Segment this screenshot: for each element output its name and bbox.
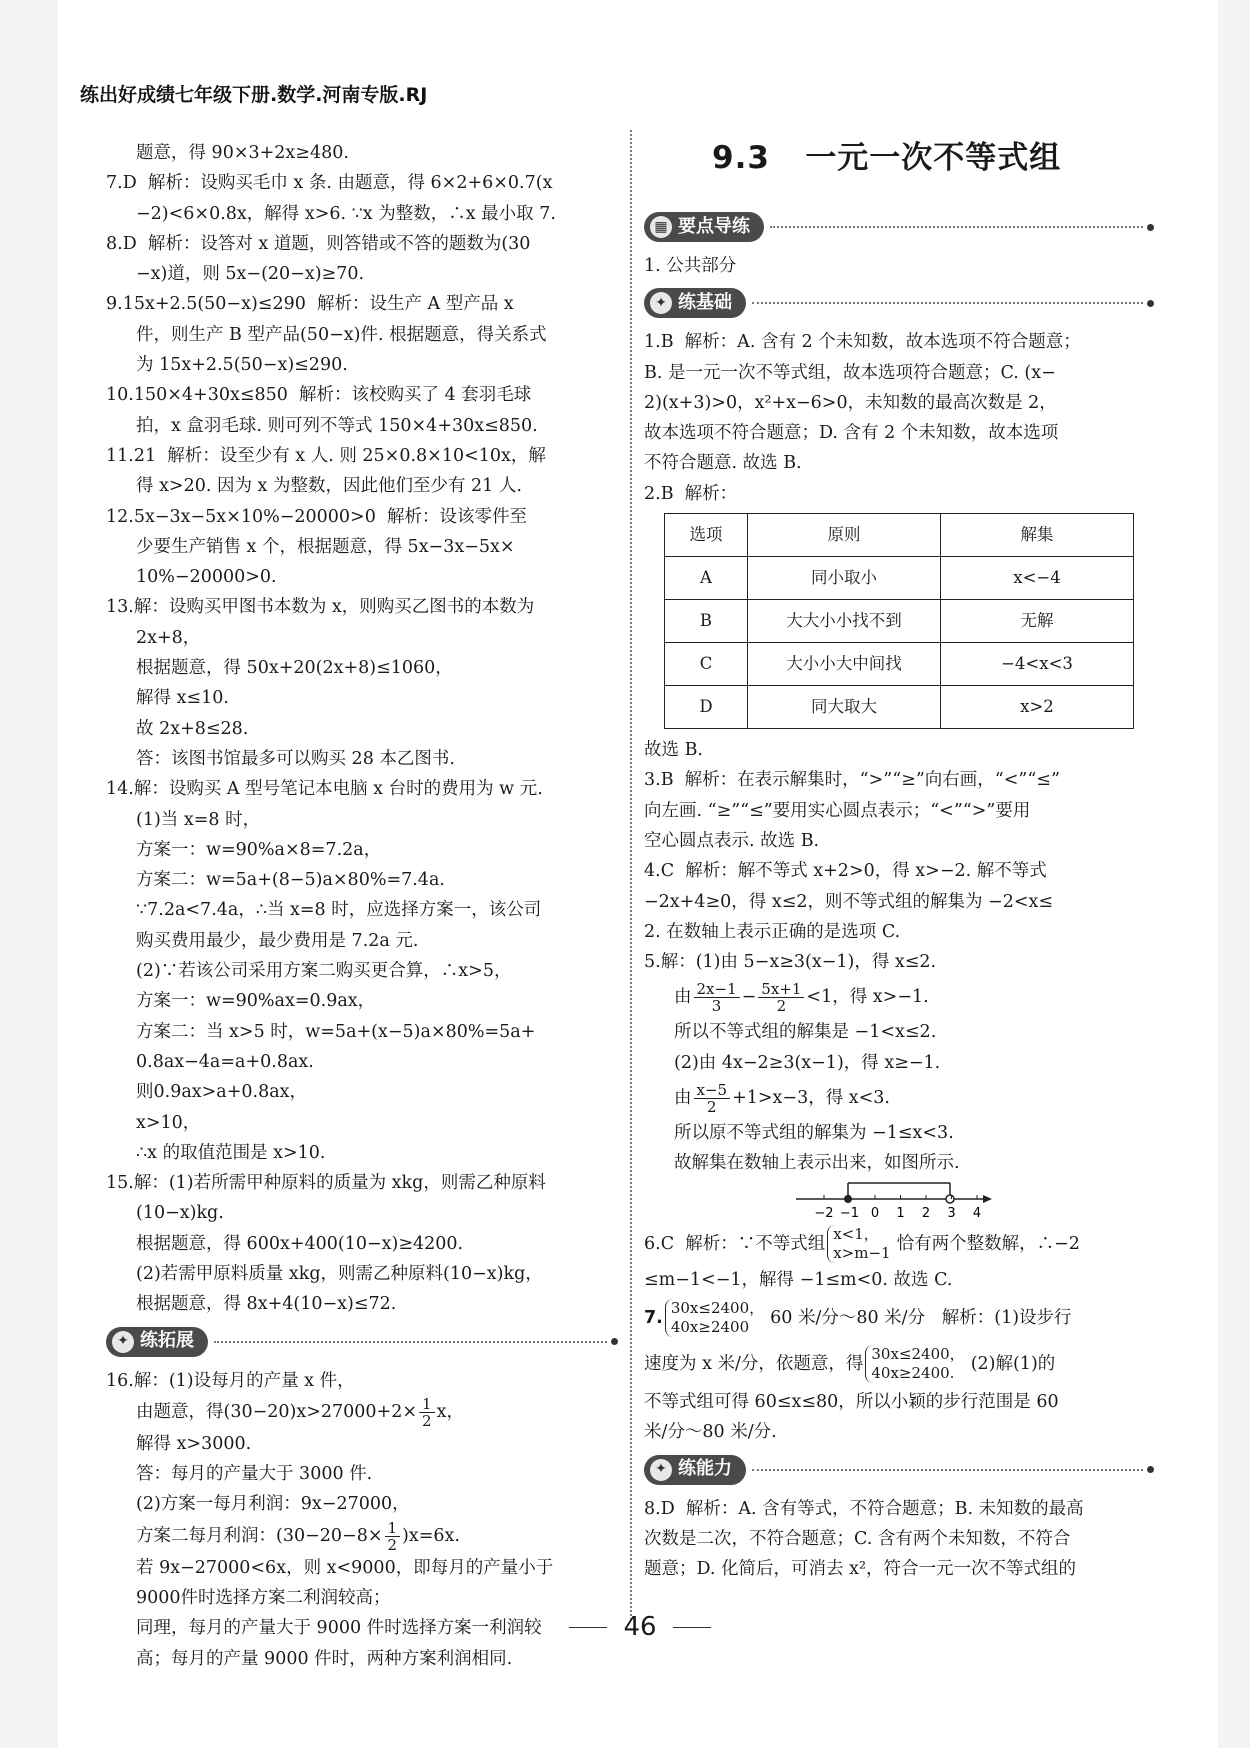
- r-q4-line-2: −2x+4≥0，得 x≤2，则不等式组的解集为 −2<x≤: [644, 891, 1054, 912]
- banner-end-dot: [1147, 224, 1154, 231]
- banner-extend-label: 练拓展: [140, 1330, 194, 1352]
- left-line: 方案一：w=90%ax=0.9ax，: [136, 991, 376, 1012]
- r-q4-line-3: 2. 在数轴上表示正确的是选项 C.: [644, 921, 901, 942]
- banner-key-points-label: 要点导练: [678, 215, 750, 237]
- table-cell: 同小取小: [748, 557, 941, 600]
- r-q5-frac-line-2: [644, 1078, 1154, 1118]
- left-line: 题意，得 90×3+2x≥480.: [136, 143, 349, 163]
- r-q3-line-1: 3.B 解析：在表示解集时，“>”“≥”向右画，“<”“≤”: [644, 770, 1060, 791]
- left-line: 0.8ax−4a=a+0.8ax.: [136, 1051, 314, 1072]
- left-answer-lines: [106, 138, 618, 1320]
- r-q1-line-5: 不符合题意. 故选 B.: [644, 453, 802, 474]
- table-cell: −4<x<3: [941, 643, 1134, 686]
- q16-text-c: 方案二每月利润：(30−20−8×: [136, 1525, 383, 1546]
- q16-line-5: (2)方案一每月利润：9x−27000，: [136, 1494, 410, 1515]
- r-q2-line-1: 2.B 解析：: [644, 483, 738, 504]
- page-number: 46: [623, 1612, 657, 1642]
- left-line: 方案一：w=90%a×8=7.2a，: [136, 839, 382, 860]
- left-line: 12.5x−3x−5x×10%−20000>0 解析：设该零件至: [106, 506, 527, 527]
- left-line: 故 2x+8≤28.: [136, 718, 249, 739]
- q5-prefix: 由: [674, 987, 692, 1008]
- banner-end-dot: [611, 1338, 618, 1345]
- q5-minus: −: [741, 987, 757, 1008]
- r-q5-line-4: (2)由 4x−2≥3(x−1)，得 x≥−1.: [674, 1052, 941, 1073]
- left-line: 15.解：(1)若所需甲种原料的质量为 xkg，则需乙种原料: [106, 1173, 546, 1194]
- runner-icon: ✦: [112, 1331, 134, 1353]
- left-line: 少要生产销售 x 个，根据题意，得 5x−3x−5x×: [136, 536, 515, 557]
- r-q4-line-1: 4.C 解析：解不等式 x+2>0，得 x>−2. 解不等式: [644, 861, 1047, 882]
- r-q8-line-1: 8.D 解析：A. 含有等式，不符合题意；B. 未知数的最高: [644, 1498, 1084, 1519]
- number-line-tick-label: 4: [972, 1205, 982, 1221]
- number-line-arrow-icon: [983, 1195, 992, 1203]
- left-line: 7.D 解析：设购买毛巾 x 条. 由题意，得 6×2+6×0.7(x: [106, 173, 553, 194]
- banner-end-dot: [1147, 300, 1154, 307]
- banner-extend: [106, 1326, 618, 1358]
- r-q7-line-3: 不等式组可得 60≤x≤80，所以小颖的步行范围是 60: [644, 1391, 1059, 1412]
- left-line: −x)道，则 5x−(20−x)≥70.: [136, 264, 365, 285]
- table-cell: x<−4: [941, 557, 1134, 600]
- r-q5-line-3: 所以不等式组的解集是 −1<x≤2.: [674, 1022, 937, 1043]
- r-q5-line-7: 故解集在数轴上表示出来，如图所示.: [674, 1153, 960, 1174]
- q16-line-7: 若 9x−27000<6x，则 x<9000，即每月的产量小于: [136, 1557, 554, 1578]
- banner-dotted-rule: [770, 226, 1143, 228]
- table-header: 解集: [941, 514, 1134, 557]
- left-line: (1)当 x=8 时，: [136, 809, 261, 830]
- r-q3-line-3: 空心圆点表示. 故选 B.: [644, 830, 820, 851]
- left-line: 件，则生产 B 型产品(50−x)件. 根据题意，得关系式: [136, 324, 547, 345]
- section-number: 9.3: [712, 140, 770, 176]
- left-line: 10.150×4+30x≤850 解析：该校购买了 4 套羽毛球: [106, 385, 532, 406]
- r-q7-line-4: 米/分～80 米/分.: [644, 1422, 777, 1443]
- open-dot-icon: [946, 1195, 954, 1203]
- q16-text-d: )x=6x.: [402, 1525, 460, 1546]
- left-line: 10%−20000>0.: [136, 567, 277, 588]
- left-line: 拍，x 盒羽毛球. 则可列不等式 150×4+30x≤850.: [136, 415, 538, 436]
- fraction-b: $\frac{5x+1}{2}$: [758, 981, 804, 1014]
- grid-icon: ▦: [650, 216, 672, 238]
- banner-basic-label: 练基础: [678, 292, 732, 314]
- banner-basic: [644, 287, 1154, 319]
- r-q8-line-2: 次数是二次，不符合题意；C. 含有两个未知数，不符合: [644, 1528, 1071, 1549]
- table-header: 原则: [748, 514, 941, 557]
- column-divider: [630, 130, 632, 1620]
- left-column: [106, 138, 618, 1674]
- left-line: 根据题意，得 50x+20(2x+8)≤1060，: [136, 658, 453, 679]
- r-q1-line-1: 1.B 解析：A. 含有 2 个未知数，故本选项不符合题意；: [644, 332, 1081, 353]
- q16-line-10: 高；每月的产量 9000 件时，两种方案利润相同.: [136, 1648, 513, 1669]
- number-line-tick-label: 3: [947, 1205, 956, 1221]
- table-cell: D: [665, 686, 748, 729]
- q16-line-2: [106, 1396, 618, 1429]
- r-q8-line-3: 题意；D. 化简后，可消去 x²，符合一元一次不等式组的: [644, 1559, 1076, 1580]
- banner-dotted-rule: [752, 1469, 1143, 1471]
- left-line: 9.15x+2.5(50−x)≤290 解析：设生产 A 型产品 x: [106, 294, 514, 315]
- q16-line-1: 16.解：(1)设每月的产量 x 件，: [106, 1370, 355, 1391]
- left-line: 解得 x≤10.: [136, 688, 229, 709]
- r-q1-line-2: B. 是一元一次不等式组，故本选项符合题意；C. (x−: [644, 362, 1056, 383]
- banner-ability-label: 练能力: [678, 1458, 732, 1480]
- r-q7-line-1: 7. 30x≤2400， 40x≥2400 60 米/分～80 米/分 解析：(1)设步行: [644, 1299, 1072, 1337]
- fraction-c: $\frac{x-5}{2}$: [694, 1082, 731, 1115]
- banner-dotted-rule: [752, 302, 1143, 304]
- left-line: 答：该图书馆最多可以购买 28 本乙图书.: [136, 748, 455, 769]
- table-cell: 无解: [941, 600, 1134, 643]
- q16-line-8: 9000件时选择方案二利润较高；: [136, 1588, 391, 1609]
- table-header-row: [665, 514, 1134, 557]
- kp-line-1: 1. 公共部分: [644, 256, 737, 276]
- banner-ability-tag: [644, 1455, 746, 1485]
- q16-text-a: 由题意，得(30−20)x>27000+2×: [136, 1401, 418, 1422]
- left-line: (2)∵若该公司采用方案二购买更合算，∴x>5，: [136, 961, 512, 982]
- number-line-tick-label: −1: [839, 1205, 860, 1221]
- table-row: [665, 600, 1134, 643]
- left-line: 购买费用最少，最少费用是 7.2a 元.: [136, 930, 419, 951]
- table-row: [665, 643, 1134, 686]
- left-line: 方案二：当 x>5 时，w=5a+(x−5)a×80%=5a+: [136, 1021, 536, 1042]
- q5-prefix-2: 由: [674, 1088, 692, 1109]
- runner-icon: ✦: [650, 292, 672, 314]
- left-line: 8.D 解析：设答对 x 道题，则答错或不答的题数为(30: [106, 233, 531, 254]
- table-cell: 大小小大中间找: [748, 643, 941, 686]
- q16-line-6: [106, 1520, 618, 1553]
- footer-dash: [569, 1627, 607, 1628]
- fraction-half: $\frac{1}{2}$: [419, 1396, 435, 1429]
- left-line: ∴x 的取值范围是 x>10.: [136, 1142, 326, 1163]
- left-line: 为 15x+2.5(50−x)≤290.: [136, 355, 348, 376]
- banner-basic-tag: [644, 288, 746, 318]
- table-header: 选项: [665, 514, 748, 557]
- fraction-a: $\frac{2x-1}{3}$: [694, 981, 740, 1014]
- q16-line-3: 解得 x>3000.: [136, 1433, 252, 1454]
- q7-system: 30x≤2400， 40x≥2400: [665, 1299, 764, 1337]
- table-row: [665, 557, 1134, 600]
- footer-dash: [673, 1627, 711, 1628]
- banner-ability: [644, 1454, 1154, 1486]
- r-q2-conclusion: 故选 B.: [644, 740, 703, 761]
- banner-key-points-tag: [644, 212, 764, 242]
- r-q5-frac-line: [644, 977, 1154, 1017]
- banner-dotted-rule: [214, 1341, 607, 1343]
- q5-suffix: <1，得 x>−1.: [806, 987, 929, 1008]
- r-q1-line-4: 故本选项不符合题意；D. 含有 2 个未知数，故本选项: [644, 423, 1059, 444]
- table-cell: A: [665, 557, 748, 600]
- left-line: (10−x)kg.: [136, 1203, 224, 1224]
- table-cell: 同大取大: [748, 686, 941, 729]
- banner-key-points: [644, 211, 1154, 243]
- q16-text-b: x，: [436, 1401, 464, 1422]
- table-cell: 大大小小找不到: [748, 600, 941, 643]
- table-cell: x>2: [941, 686, 1134, 729]
- number-line-tick-label: 1: [896, 1205, 905, 1221]
- banner-extend-tag: [106, 1327, 208, 1357]
- q6-system: x<1， x>m−1: [827, 1225, 890, 1263]
- q7-ans: 60 米/分～80 米/分 解析：(1)设步行: [770, 1307, 1072, 1328]
- number-line-tick-label: 2: [921, 1205, 931, 1221]
- page-footer: [520, 1612, 760, 1642]
- left-line: 根据题意，得 600x+400(10−x)≥4200.: [136, 1233, 464, 1254]
- q16-line-9: 同理，每月的产量大于 9000 件时选择方案一利润较: [136, 1618, 542, 1639]
- r-q1-line-3: 2)(x+3)>0，x²+x−6>0，未知数的最高次数是 2，: [644, 392, 1057, 413]
- q6-lead: 6.C 解析：∵不等式组: [644, 1233, 826, 1254]
- number-line-tick-label: 0: [870, 1205, 880, 1221]
- table-cell: B: [665, 600, 748, 643]
- rules-table: [664, 513, 1134, 729]
- runner-icon: ✦: [650, 1459, 672, 1481]
- right-column: [644, 205, 1154, 1584]
- left-line: 根据题意，得 8x+4(10−x)≤72.: [136, 1294, 397, 1315]
- left-line: 13.解：设购买甲图书本数为 x，则购买乙图书的本数为: [106, 597, 535, 618]
- q16-line-4: 答：每月的产量大于 3000 件.: [136, 1464, 373, 1485]
- left-line: 得 x>20. 因为 x 为整数，因此他们至少有 21 人.: [136, 476, 522, 497]
- table-row: [665, 686, 1134, 729]
- number-line: [794, 1179, 994, 1223]
- r-q5-line-6: 所以原不等式组的解集为 −1≤x<3.: [674, 1123, 954, 1144]
- left-line: 2x+8，: [136, 627, 201, 648]
- closed-dot-icon: [844, 1195, 852, 1203]
- running-header: 练出好成绩七年级下册.数学.河南专版.RJ: [80, 84, 428, 106]
- r-q6-line-1: [644, 1223, 1154, 1265]
- r-q3-line-2: 向左画. “≥”“≤”要用实心圆点表示；“<”“>”要用: [644, 800, 1031, 821]
- left-line: x>10，: [136, 1112, 201, 1133]
- table-cell: C: [665, 643, 748, 686]
- fraction-half-2: $\frac{1}{2}$: [385, 1520, 401, 1553]
- left-line: 则0.9ax>a+0.8ax，: [136, 1082, 308, 1103]
- section-name: 一元一次不等式组: [805, 140, 1062, 176]
- banner-end-dot: [1147, 1466, 1154, 1473]
- r-q5-line-1: 5.解：(1)由 5−x≥3(x−1)，得 x≤2.: [644, 952, 937, 973]
- q7-system-2: 30x≤2400， 40x≥2400.: [865, 1345, 964, 1383]
- left-line: 方案二：w=5a+(8−5)a×80%=7.4a.: [136, 870, 445, 891]
- q6-tail: 恰有两个整数解，∴−2: [896, 1233, 1080, 1254]
- left-line: (2)若需甲原料质量 xkg，则需乙种原料(10−x)kg，: [136, 1263, 543, 1284]
- left-line: 14.解：设购买 A 型号笔记本电脑 x 台时的费用为 w 元.: [106, 779, 543, 800]
- r-q6-line-2: ≤m−1<−1，解得 −1≤m<0. 故选 C.: [644, 1269, 953, 1290]
- q5-c-suffix: +1>x−3，得 x<3.: [732, 1088, 890, 1109]
- number-line-tick-label: −2: [814, 1205, 834, 1221]
- r-q7-line-2: 速度为 x 米/分，依题意，得 30x≤2400， 40x≥2400. (2)解(1)的: [644, 1345, 1056, 1383]
- left-line: −2)<6×0.8x，解得 x>6. ∵x 为整数，∴x 最小取 7.: [136, 203, 556, 224]
- left-line: 11.21 解析：设至少有 x 人. 则 25×0.8×10<10x，解: [106, 445, 546, 466]
- section-title: [712, 132, 1061, 177]
- left-line: ∵7.2a<7.4a，∴当 x=8 时，应选择方案一，该公司: [136, 900, 542, 921]
